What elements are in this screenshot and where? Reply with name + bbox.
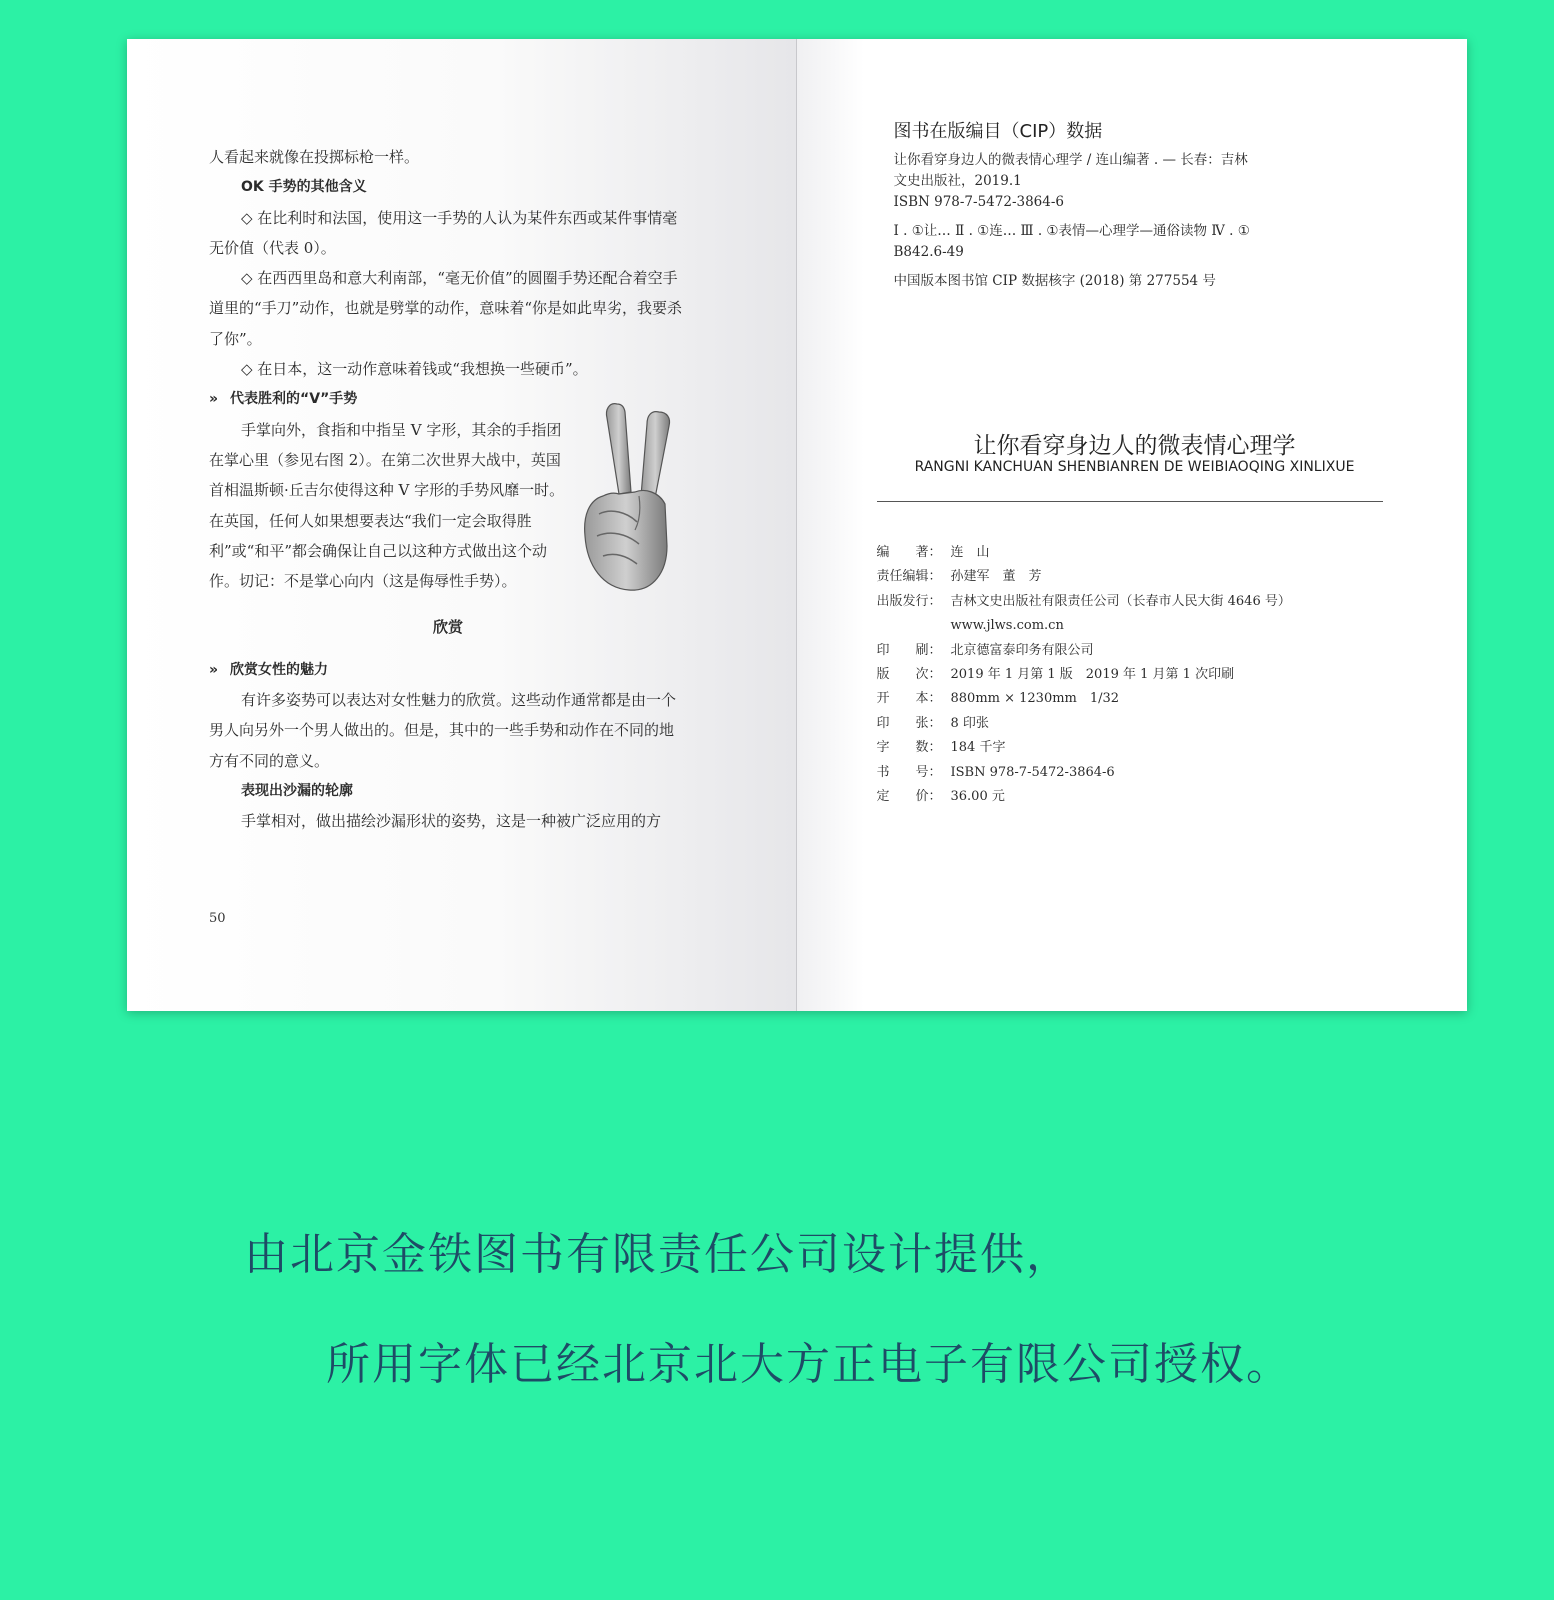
info-label: 印 刷： — [876, 642, 942, 658]
book-spread — [127, 39, 1467, 1011]
book-title-chinese: 让你看穿身边人的微表情心理学 — [973, 433, 1296, 459]
paragraph: ◇ 在比利时和法国，使用这一手势的人认为某件东西或某件事情毫无价值（代表 0）。 — [209, 208, 678, 257]
section-heading-text: 欣赏女性的魅力 — [230, 661, 329, 678]
cip-line: ISBN 978-7-5472-3864-6 — [893, 194, 1065, 210]
publication-info — [877, 541, 1397, 809]
book-title-pinyin: RANGNI KANCHUAN SHENBIANREN DE WEIBIAOQING XINLIXUE — [914, 459, 1355, 475]
cip-line: Ⅰ . ①让… Ⅱ . ①连… Ⅲ . ①表情—心理学—通俗读物 Ⅳ . ① B842.6-49 — [893, 223, 1250, 260]
info-row — [877, 663, 1397, 687]
info-row — [877, 736, 1397, 760]
info-value: 36.00 元 — [950, 789, 1005, 805]
info-label: 定 价： — [876, 789, 942, 805]
right-page — [797, 39, 1468, 1011]
info-row — [877, 639, 1397, 663]
paragraph: ◇ 在西西里岛和意大利南部，“毫无价值”的圆圈手势还配合着空手道里的“手刀”动作，也就是劈掌的动作，意味着“你是如此卑劣，我要杀了你”。 — [209, 269, 683, 348]
cip-line: 让你看穿身边人的微表情心理学 / 连山编著 . — 长春：吉林文史出版社，2019.1 — [893, 152, 1248, 189]
credit-line-font-license: 所用字体已经北京北大方正电子有限公司授权。 — [326, 1339, 1292, 1390]
info-value: 孙建军 董 芳 — [950, 569, 1042, 585]
v-sign-hand-icon — [579, 396, 679, 592]
left-page — [127, 39, 796, 1011]
info-label: 出版发行： — [876, 593, 942, 609]
info-row — [877, 687, 1397, 711]
cip-title: 图书在版编目（CIP）数据 — [893, 121, 1103, 142]
info-label — [877, 614, 951, 638]
info-value: 北京德富泰印务有限公司 — [950, 642, 1094, 658]
info-row — [877, 541, 1397, 565]
info-row — [877, 785, 1397, 809]
section-heading-appreciate — [209, 655, 687, 685]
paragraph: 人看起来就像在投掷标枪一样。 — [209, 148, 420, 166]
paragraph: 有许多姿势可以表达对女性魅力的欣赏。这些动作通常都是由一个男人向另外一个男人做出的。但是，其中的一些手势和动作在不同的地方有不同的意义。 — [209, 691, 677, 770]
info-label: 版 次： — [876, 667, 942, 683]
info-label: 责任编辑： — [876, 569, 942, 585]
info-value: 吉林文史出版社有限责任公司（长春市人民大街 4646 号） — [950, 593, 1291, 609]
cip-line: 中国版本图书馆 CIP 数据核字 (2018) 第 277554 号 — [893, 273, 1216, 289]
paragraph: 手掌相对，做出描绘沙漏形状的姿势，这是一种被广泛应用的方 — [241, 812, 662, 831]
cip-data — [894, 150, 1254, 292]
section-heading-text: 代表胜利的“V”手势 — [230, 391, 358, 408]
section-marker: » — [209, 391, 219, 408]
website-text: www.jlws.com.cn — [950, 618, 1064, 634]
title-divider — [877, 501, 1383, 502]
info-label: 字 数： — [876, 740, 942, 756]
info-row — [877, 614, 1397, 638]
info-value: 184 千字 — [950, 740, 1006, 756]
info-value: 连 山 — [950, 545, 990, 560]
paragraph: ◇ 在日本，这一动作意味着钱或“我想换一些硬币”。 — [241, 360, 588, 379]
paragraph-v-sign: 手掌向外，食指和中指呈 V 字形，其余的手指团在掌心里（参见右图 2）。在第二次世界大战中，英国首相温斯顿·丘吉尔使得这种 V 字形的手势风靡一时。在英国，任何人如果想要表达“我们一定会取得胜利”或“和平”都会确保让自己以这种方式做出这个动作。切记：不是掌心向内（这是侮辱性手势）。 — [209, 420, 565, 591]
info-value: 880mm × 1230mm 1/32 — [950, 691, 1120, 707]
info-label: 开 本： — [876, 691, 942, 707]
credit-line-design: 由北京金铁图书有限责任公司设计提供， — [244, 1229, 1072, 1280]
subheading: OK 手势的其他含义 — [241, 179, 367, 196]
info-row — [877, 712, 1397, 736]
info-value: ISBN 978-7-5472-3864-6 — [950, 764, 1115, 780]
info-row — [877, 565, 1397, 589]
info-value: 8 印张 — [950, 715, 989, 731]
section-marker: » — [209, 661, 219, 678]
subheading: 表现出沙漏的轮廓 — [241, 782, 353, 799]
info-row — [877, 590, 1397, 614]
info-label: 印 张： — [876, 715, 942, 731]
page-number: 50 — [209, 911, 226, 926]
info-row — [877, 761, 1397, 785]
info-label: 书 号： — [876, 764, 942, 780]
center-heading: 欣赏 — [432, 618, 463, 637]
info-value: 2019 年 1 月第 1 版 2019 年 1 月第 1 次印刷 — [950, 667, 1235, 683]
info-label: 编 著： — [876, 545, 942, 560]
